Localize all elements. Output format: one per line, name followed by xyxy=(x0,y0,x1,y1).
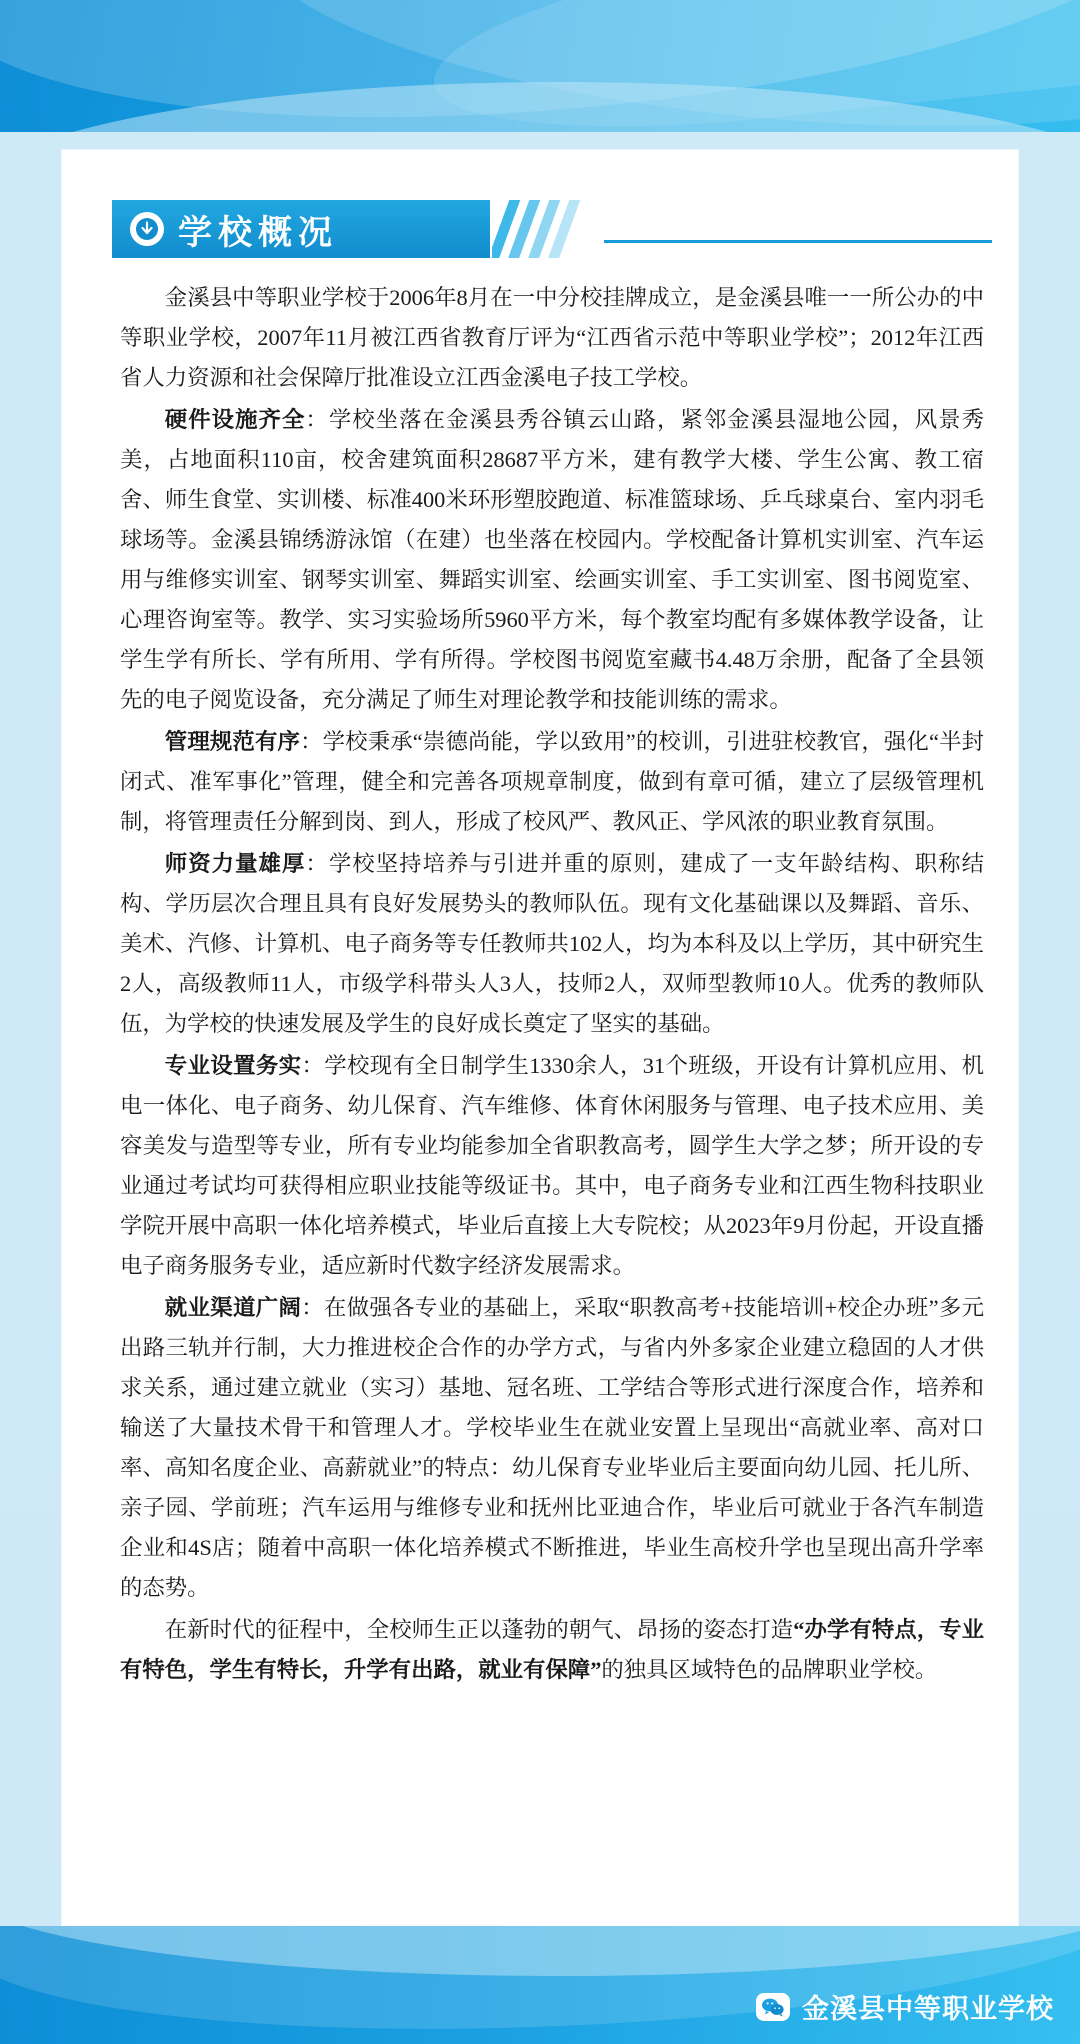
article-body xyxy=(120,278,984,1692)
article-paragraph: 管理规范有序：学校秉承“崇德尚能，学以致用”的校训，引进驻校教官，强化“半封闭式、准军事化”管理，健全和完善各项规章制度，做到有章可循，建立了层级管理机制，将管理责任分解到岗、到人，形成了校风严、教风正、学风浓的职业教育氛围。 xyxy=(120,729,984,834)
article-paragraph: 师资力量雄厚：学校坚持培养与引进并重的原则，建成了一支年龄结构、职称结构、学历层次合理且具有良好发展势头的教师队伍。现有文化基础课以及舞蹈、音乐、美术、汽修、计算机、电子商务等专任教师共102人，均为本科及以上学历，其中研究生2人，高级教师11人，市级学科带头人3人，技师2人，双师型教师10人。优秀的教师队伍，为学校的快速发展及学生的良好成长奠定了坚实的基础。 xyxy=(120,851,985,1036)
page-title: 学校概况 xyxy=(178,214,338,252)
paragraph-lead: 就业渠道广阔 xyxy=(164,1295,302,1320)
footer-bar xyxy=(0,1926,1080,2044)
footer-brand xyxy=(756,1987,1054,2026)
paragraph-lead: 师资力量雄厚 xyxy=(164,851,306,876)
wechat-icon xyxy=(756,1993,790,2021)
paragraph-lead: 硬件设施齐全 xyxy=(164,407,306,432)
down-arrow-circle-icon xyxy=(130,212,164,246)
closing-emphasis: “办学有特点，专业有特色，学生有特长，升学有出路，就业有保障” xyxy=(120,1617,985,1682)
content-card xyxy=(62,150,1018,1926)
title-underline xyxy=(604,240,992,243)
section-header xyxy=(112,200,992,258)
footer-label: 金溪县中等职业学校 xyxy=(802,1994,1054,2024)
top-banner xyxy=(0,0,1080,132)
article-paragraph: 硬件设施齐全：学校坐落在金溪县秀谷镇云山路，紧邻金溪县湿地公园，风景秀美，占地面积110亩，校舍建筑面积28687平方米，建有教学大楼、学生公寓、教工宿舍、师生食堂、实训楼、标准400米环形塑胶跑道、标准篮球场、乒乓球桌台、室内羽毛球场等。金溪县锦绣游泳馆（在建）也坐落在校园内。学校配备计算机实训室、汽车运用与维修实训室、钢琴实训室、舞蹈实训室、绘画实训室、手工实训室、图书阅览室、心理咨询室等。教学、实习实验场所5960平方米，每个教室均配有多媒体教学设备，让学生学有所长、学有所用、学有所得。学校图书阅览室藏书4.48万余册，配备了全县领先的电子阅览设备，充分满足了师生对理论教学和技能训练的需求。 xyxy=(120,407,985,712)
article-paragraph: 就业渠道广阔：在做强各专业的基础上，采取“职教高考+技能培训+校企办班”多元出路三轨并行制，大力推进校企合作的办学方式，与省内外多家企业建立稳固的人才供求关系，通过建立就业（实习）基地、冠名班、工学结合等形式进行深度合作，培养和输送了大量技术骨干和管理人才。学校毕业生在就业安置上呈现出“高就业率、高对口率、高知名度企业、高薪就业”的特点：幼儿保育专业毕业后主要面向幼儿园、托儿所、亲子园、学前班；汽车运用与维修专业和抚州比亚迪合作，毕业后可就业于各汽车制造企业和4S店；随着中高职一体化培养模式不断推进，毕业生高校升学也呈现出高升学率的态势。 xyxy=(120,1295,984,1600)
title-slash-decoration xyxy=(492,200,602,258)
section-title-band xyxy=(112,200,490,258)
article-paragraph: 专业设置务实：学校现有全日制学生1330余人，31个班级，开设有计算机应用、机电一体化、电子商务、幼儿保育、汽车维修、体育休闲服务与管理、电子技术应用、美容美发与造型等专业，所有专业均能参加全省职教高考，圆学生大学之梦；所开设的专业通过考试均可获得相应职业技能等级证书。其中，电子商务专业和江西生物科技职业学院开展中高职一体化培养模式，毕业后直接上大专院校；从2023年9月份起，开设直播电子商务服务专业，适应新时代数字经济发展需求。 xyxy=(120,1053,985,1278)
paragraph-lead: 专业设置务实 xyxy=(164,1053,302,1078)
article-paragraph: 金溪县中等职业学校于2006年8月在一中分校挂牌成立，是金溪县唯一一所公办的中等职业学校，2007年11月被江西省教育厅评为“江西省示范中等职业学校”；2012年江西省人力资源和社会保障厅批准设立江西金溪电子技工学校。 xyxy=(120,285,984,390)
article-closing-paragraph: 在新时代的征程中，全校师生正以蓬勃的朝气、昂扬的姿态打造“办学有特点，专业有特色，学生有特长，升学有出路，就业有保障”的独具区域特色的品牌职业学校。 xyxy=(120,1617,985,1682)
paragraph-lead: 管理规范有序 xyxy=(164,729,301,754)
